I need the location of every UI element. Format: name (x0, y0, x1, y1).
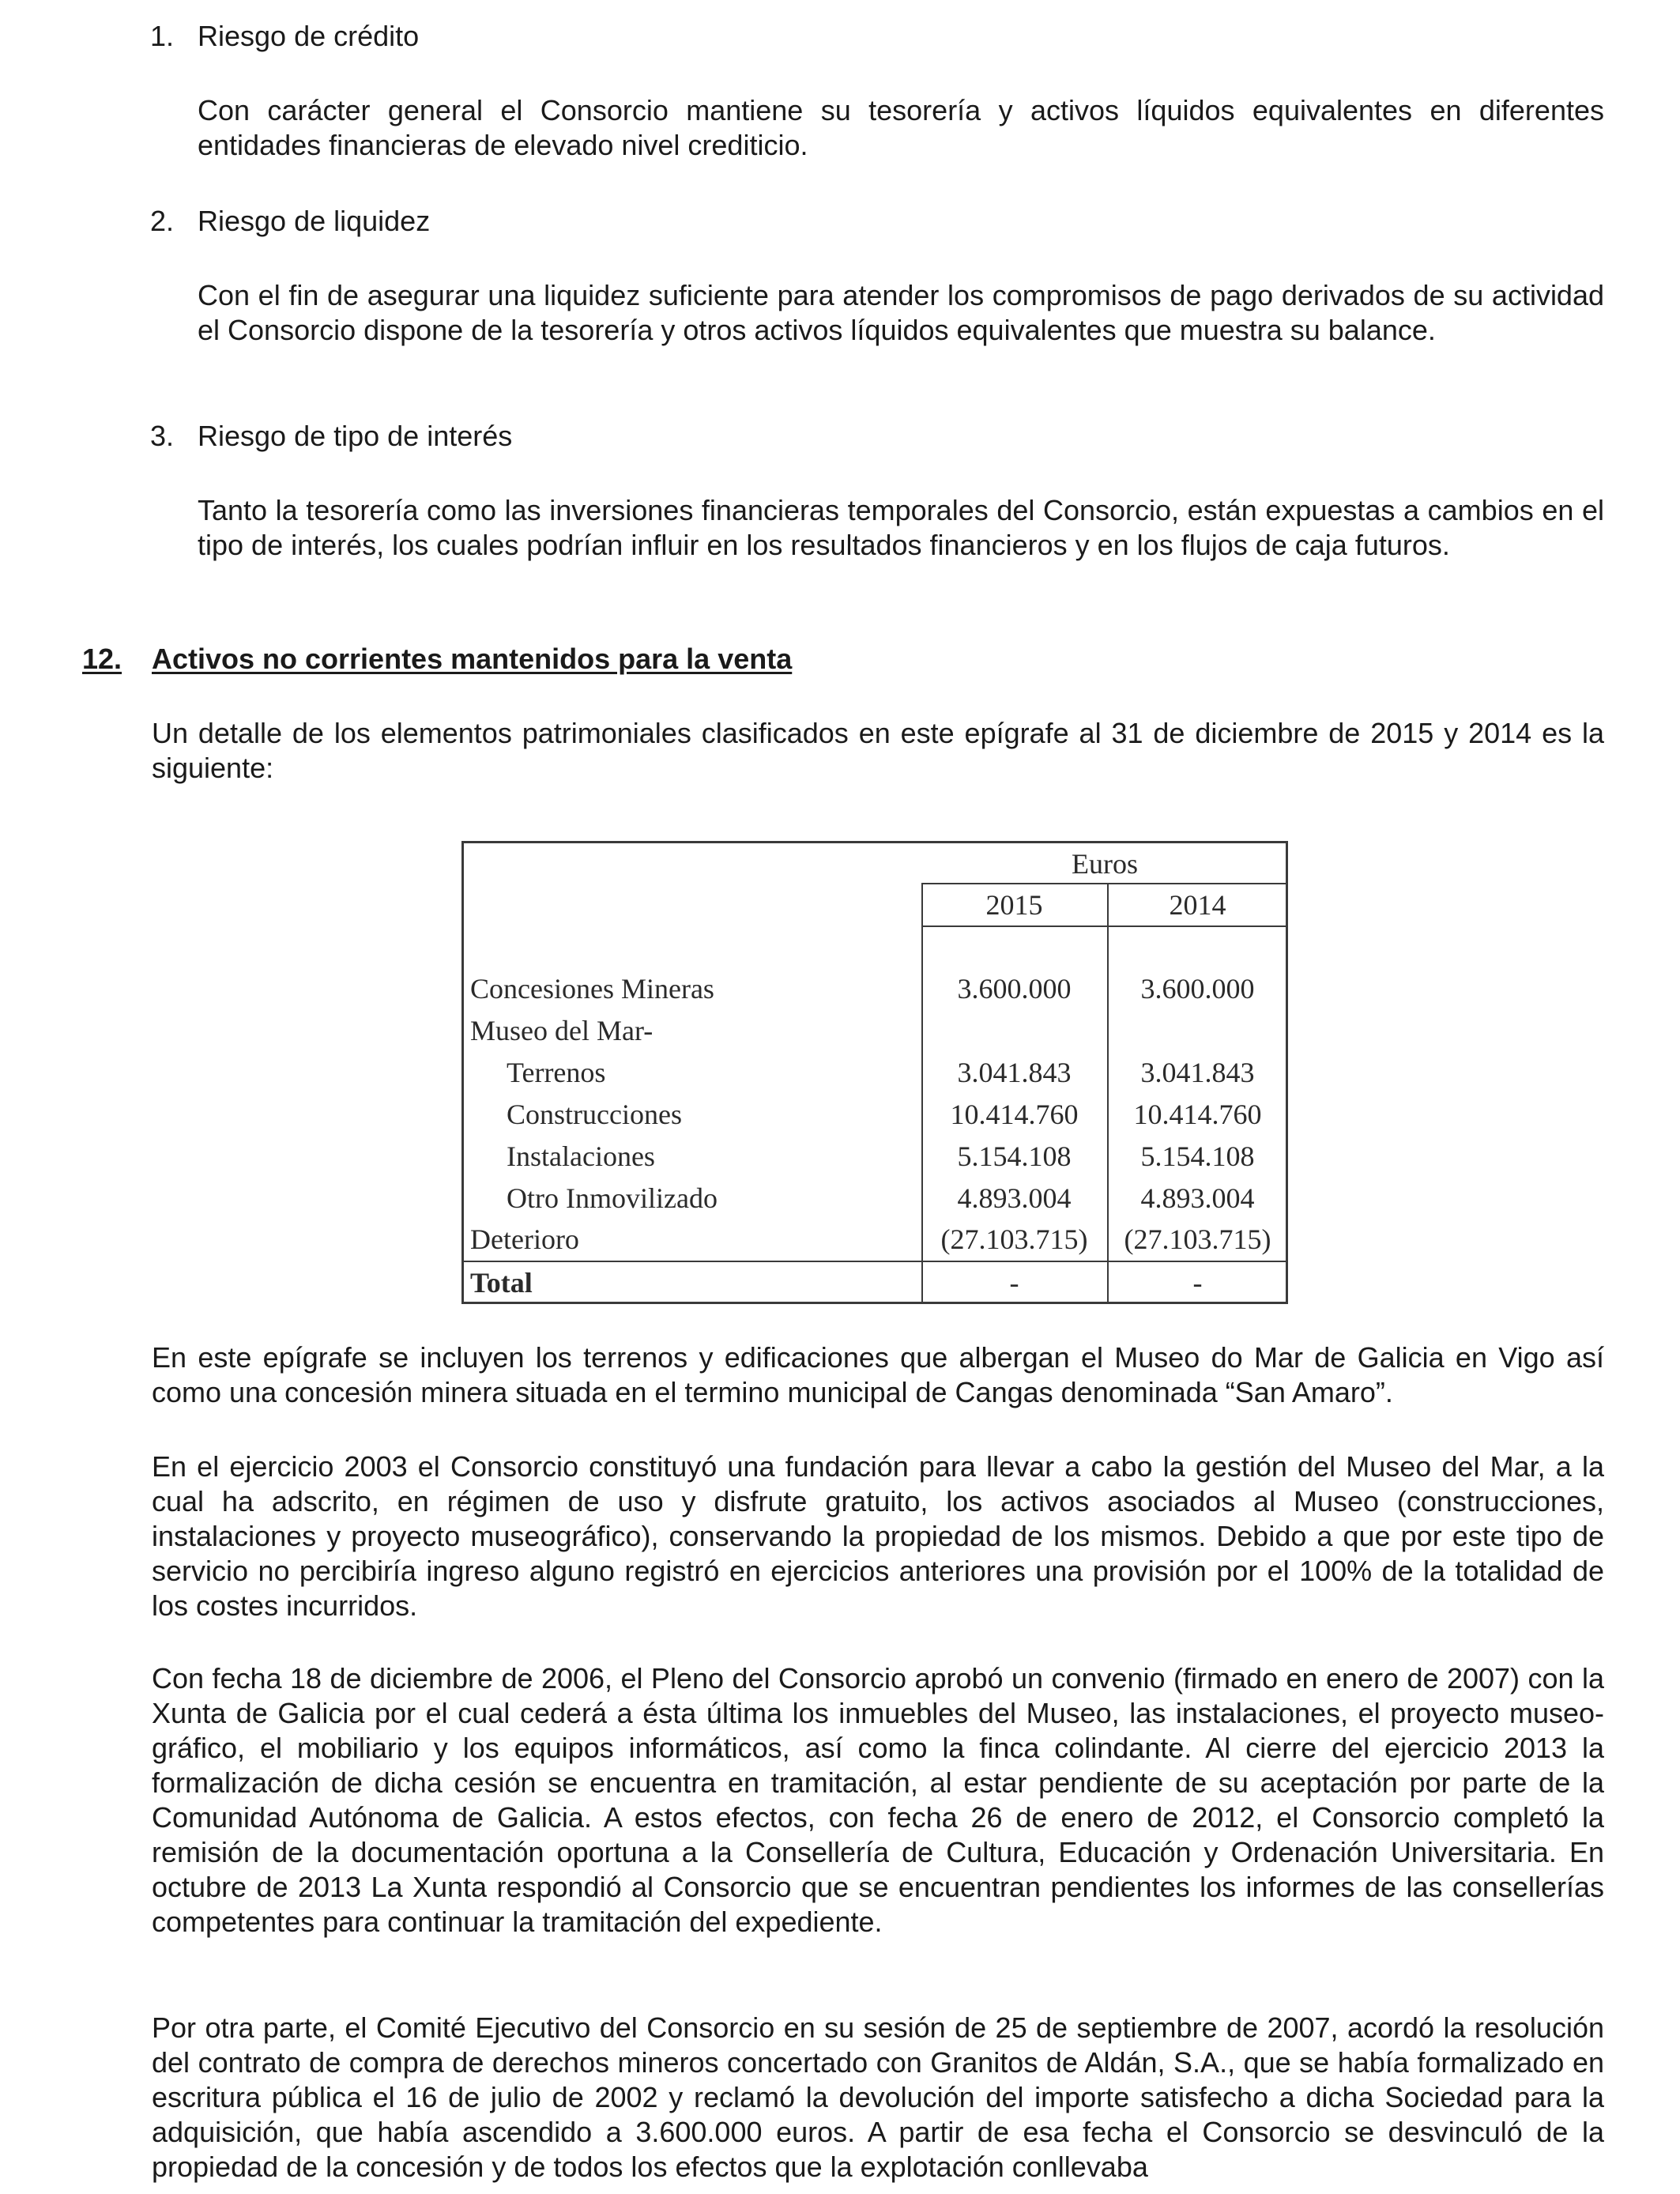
total-2014: - (1192, 1267, 1203, 1299)
risk-description: Con carácter general el Consorcio mantiene su tesorería y activos líquidos equivalentes en diferentes entidades financieras de elevado nivel crediticio. (198, 94, 1604, 161)
row-label: Construcciones (507, 1099, 682, 1130)
risk-title: Riesgo de liquidez (198, 205, 431, 237)
row-label: Otro Inmovilizado (507, 1182, 718, 1214)
list-number: 2. (150, 205, 175, 237)
value-2014: 3.600.000 (1140, 973, 1255, 1005)
value-2015: (27.103.715) (940, 1223, 1088, 1255)
row-label: Museo del Mar- (470, 1015, 654, 1046)
assets-table (461, 841, 1288, 1304)
risk-title: Riesgo de crédito (198, 20, 420, 52)
value-2014: 4.893.004 (1140, 1182, 1255, 1214)
row-label: Terrenos (507, 1057, 606, 1088)
value-2015: 4.893.004 (957, 1182, 1072, 1214)
value-2014: 10.414.760 (1133, 1099, 1262, 1130)
paragraph: Con fecha 18 de diciembre de 2006, el Pleno del Consorcio aprobó un convenio (firmado en enero de 2007) con la Xunta de Galicia por el cual cederá a ésta última los inmuebles del Museo, las instalaciones, el proyecto museo-gráfico, el mobiliario y los equipos informáticos, así como la finca colindante. Al cierre del ejercicio 2013 la formalización de dicha cesión se encuentra en tramitación, al estar pendiente de su aceptación por parte de la Comunidad Autónoma de Galicia. A estos efectos, con fecha 26 de enero de 2012, el Consorcio completó la remisión de la documentación oportuna a la Consellería de Cultura, Educación y Ordenación Universitaria. En octubre de 2013 La Xunta respondió al Consorcio que se encuentran pendientes los informes de las consellerías competentes para continuar la tramitación del expediente. (152, 1662, 1604, 1938)
paragraph: En este epígrafe se incluyen los terrenos y edificaciones que albergan el Museo do Mar de Galicia en Vigo así como una concesión minera situada en el termino municipal de Cangas denominada “San Amaro”. (152, 1341, 1604, 1408)
value-2014: 5.154.108 (1140, 1140, 1255, 1172)
value-2014: (27.103.715) (1124, 1223, 1271, 1255)
risk-description: Con el fin de asegurar una liquidez suficiente para atender los compromisos de pago derivados de su actividad el Consorcio dispone de la tesorería y otros activos líquidos equivalentes que muestra su balance. (198, 279, 1604, 346)
row-label: Deterioro (470, 1223, 579, 1255)
list-number: 3. (150, 420, 175, 452)
section-title: Activos no corrientes mantenidos para la venta (152, 643, 793, 675)
section-intro: Un detalle de los elementos patrimoniales clasificados en este epígrafe al 31 de diciembre de 2015 y 2014 es la siguiente: (152, 717, 1604, 784)
paragraph: En el ejercicio 2003 el Consorcio constituyó una fundación para llevar a cabo la gestión del Museo del Mar, a la cual ha adscrito, en régimen de uso y disfrute gratuito, los activos asociados al Museo (construcciones, instalaciones y proyecto museográfico), conservando la propiedad de los mismos. Debido a que por este tipo de servicio no percibiría ingreso alguno registró en ejercicios anteriores una provisión por el 100% de la totalidad de los costes incurridos. (152, 1450, 1604, 1622)
list-number: 1. (150, 20, 175, 52)
value-2015: 3.600.000 (957, 973, 1072, 1005)
risk-title: Riesgo de tipo de interés (198, 420, 513, 452)
section-number: 12. (82, 643, 122, 675)
currency-header: Euros (1072, 848, 1138, 880)
value-2014: 3.041.843 (1140, 1057, 1255, 1088)
year-header-2015: 2015 (985, 889, 1043, 921)
value-2015: 10.414.760 (950, 1099, 1079, 1130)
total-2015: - (1009, 1267, 1019, 1299)
row-label: Instalaciones (507, 1140, 655, 1172)
value-2015: 5.154.108 (957, 1140, 1072, 1172)
row-label: Concesiones Mineras (470, 973, 714, 1005)
paragraph: Por otra parte, el Comité Ejecutivo del Consorcio en su sesión de 25 de septiembre de 2007, acordó la resolución del contrato de compra de derechos mineros concertado con Granitos de Aldán, S.A., que se había formalizado en escritura pública el 16 de julio de 2002 y reclamó la devolución del importe satisfecho a dicha Sociedad para la adquisición, que había ascendido a 3.600.000 euros. A partir de esa fecha el Consorcio se desvinculó de la propiedad de la concesión y de todos los efectos que la explotación conllevaba (152, 2011, 1604, 2183)
year-header-2014: 2014 (1169, 889, 1226, 921)
total-label: Total (470, 1267, 533, 1299)
value-2015: 3.041.843 (957, 1057, 1072, 1088)
risk-description: Tanto la tesorería como las inversiones financieras temporales del Consorcio, están expuestas a cambios en el tipo de interés, los cuales podrían influir en los resultados financieros y en los flujos de caja futuros. (198, 494, 1604, 561)
